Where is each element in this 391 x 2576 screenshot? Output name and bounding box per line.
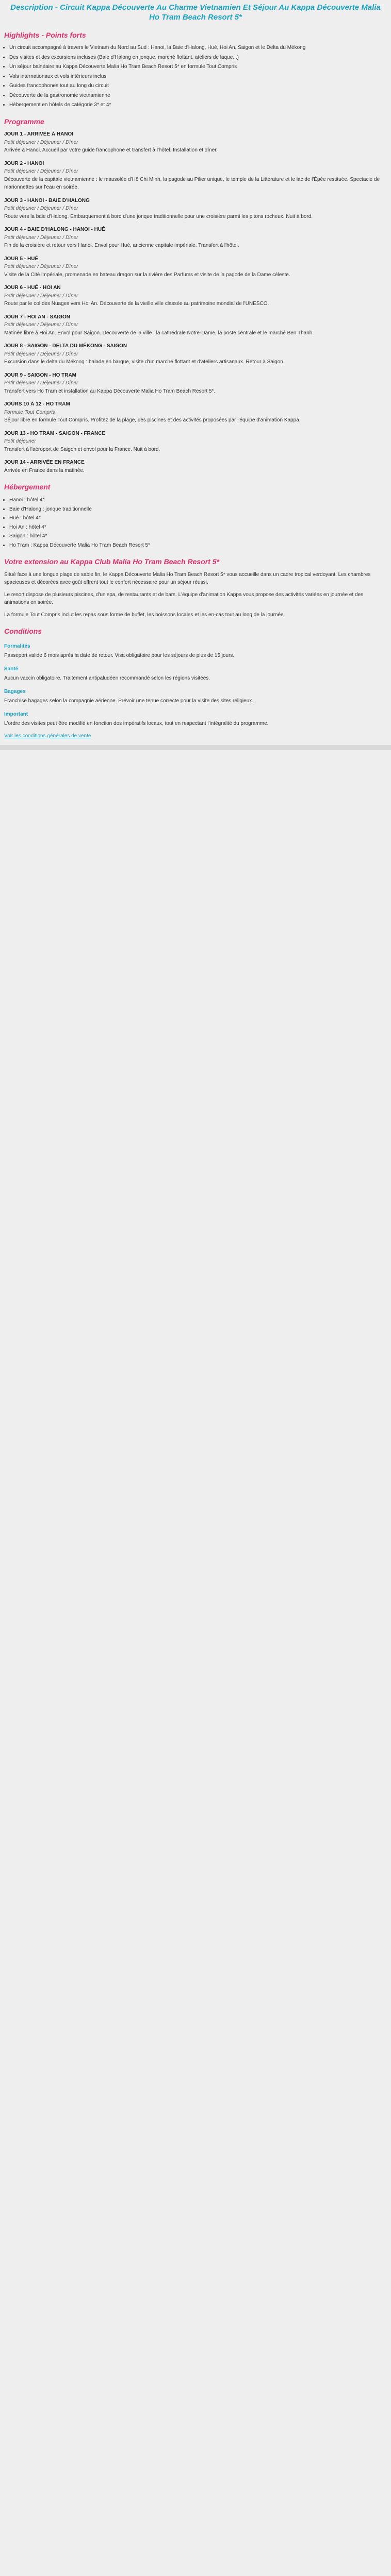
day-title: JOUR 7 - HOI AN - SAIGON (4, 314, 70, 320)
day-meals: Petit déjeuner / Déjeuner / Dîner (4, 168, 78, 175)
day-title: JOUR 2 - HANOI (4, 160, 44, 166)
hotel-item: • Saigon : hôtel 4* (9, 532, 391, 540)
day-meals: Petit déjeuner / Déjeuner / Dîner (4, 206, 78, 212)
programme-day (4, 255, 391, 279)
day-description: Visite de la Cité impériale, promenade en bateau dragon sur la rivière des Parfums et visite de la pagode de la Dame céleste. (4, 272, 290, 278)
day-description: Matinée libre à Hoi An. Envol pour Saigon. Découverte de la ville : la cathédrale Notre-Dame, la poste centrale et le marché Ben Thanh. (4, 330, 314, 336)
condition-title: Formalités (4, 643, 30, 649)
day-title: JOURS 10 À 12 - HO TRAM (4, 401, 70, 408)
highlight-item: • Découverte de la gastronomie vietnamienne (9, 92, 391, 100)
programme-day (4, 342, 391, 366)
cgv-link[interactable]: Voir les conditions générales de vente (4, 733, 91, 739)
day-meals: Petit déjeuner / Déjeuner / Dîner (4, 139, 78, 145)
day-title: JOUR 6 - HUÉ - HOI AN (4, 285, 61, 291)
highlight-item: • Vols internationaux et vols intérieurs inclus (9, 73, 391, 81)
hotels-heading: Hébergement (4, 483, 51, 492)
resort-paragraph: Le resort dispose de plusieurs piscines, d'un spa, de restaurants et de bars. L'équipe d'animation Kappa vous propose des activités variées en journée et des animations en soirée. (4, 591, 364, 606)
programme-day (4, 197, 391, 221)
programme-day (4, 313, 391, 337)
highlight-item: • Un séjour balnéaire au Kappa Découverte Malia Ho Tram Beach Resort 5* en formule Tout Compris (9, 63, 391, 71)
condition-text: Passeport valide 6 mois après la date de retour. Visa obligatoire pour les séjours de plus de 15 jours. (4, 653, 235, 659)
resort-heading: Votre extension au Kappa Club Malia Ho Tram Beach Resort 5* (4, 557, 219, 566)
day-title: JOUR 8 - SAIGON - DELTA DU MÉKONG - SAIGON (4, 343, 127, 349)
day-title: JOUR 14 - ARRIVÉE EN FRANCE (4, 460, 85, 466)
condition-text: L'ordre des visites peut être modifié en fonction des impératifs locaux, tout en respectant l'intégralité du programme. (4, 721, 269, 727)
programme-day (4, 459, 391, 474)
day-description: Découverte de la capitale vietnamienne : le mausolée d'Hô Chi Minh, la pagode au Pilier unique, le temple de la Littérature et le lac de l'Épée restituée. Spectacle de marionnettes sur l'eau en soirée. (4, 176, 380, 191)
day-meals: Petit déjeuner / Déjeuner / Dîner (4, 293, 78, 299)
condition-text: Franchise bagages selon la compagnie aérienne. Prévoir une tenue correcte pour la visite des sites religieux. (4, 698, 254, 704)
day-meals: Petit déjeuner (4, 438, 36, 445)
programme-day (4, 160, 391, 192)
hotel-item: • Hoi An : hôtel 4* (9, 523, 391, 532)
day-description: Route vers la baie d'Halong. Embarquement à bord d'une jonque traditionnelle pour une croisière parmi les pitons rocheux. Nuit à bord. (4, 213, 313, 219)
day-description: Excursion dans le delta du Mékong : balade en barque, visite d'un marché flottant et d'ateliers artisanaux. Retour à Saigon. (4, 359, 285, 365)
highlights-list (9, 44, 391, 109)
highlight-item: • Un circuit accompagné à travers le Vietnam du Nord au Sud : Hanoi, la Baie d'Halong, Hué, Hoi An, Saigon et le Delta du Mékong (9, 44, 391, 52)
resort-paragraph: La formule Tout Compris inclut les repas sous forme de buffet, les boissons locales et les en-cas tout au long de la journée. (4, 612, 285, 618)
condition-title: Bagages (4, 688, 26, 694)
day-title: JOUR 13 - HO TRAM - SAIGON - FRANCE (4, 430, 106, 436)
day-description: Arrivée en France dans la matinée. (4, 467, 85, 473)
highlight-item: • Hébergement en hôtels de catégorie 3* et 4* (9, 101, 391, 109)
hotel-item: • Hanoi : hôtel 4* (9, 496, 391, 504)
day-title: JOUR 5 - HUÉ (4, 256, 39, 262)
day-meals: Petit déjeuner / Déjeuner / Dîner (4, 380, 78, 386)
programme-day (4, 130, 391, 155)
hotels-list (9, 496, 391, 549)
highlight-item: • Guides francophones tout au long du circuit (9, 82, 391, 90)
day-title: JOUR 4 - BAIE D'HALONG - HANOI - HUÉ (4, 227, 105, 233)
conditions-list (0, 642, 391, 728)
page-title: Description - Circuit Kappa Découverte Au Charme Vietnamien Et Séjour Au Kappa Découverte Malia Ho Tram Beach Resort 5* (10, 3, 381, 22)
programme-day (4, 371, 391, 396)
day-title: JOUR 1 - ARRIVÉE À HANOI (4, 131, 74, 138)
hotel-item: • Hué : hôtel 4* (9, 514, 391, 522)
day-meals: Petit déjeuner / Déjeuner / Dîner (4, 351, 78, 357)
programme-day (4, 226, 391, 250)
condition-title: Important (4, 711, 28, 717)
programme-day (4, 284, 391, 308)
programme-list (0, 130, 391, 474)
day-description: Route par le col des Nuages vers Hoi An. Découverte de la vieille ville classée au patrimoine mondial de l'UNESCO. (4, 301, 269, 307)
programme-heading: Programme (4, 117, 44, 126)
programme-day (4, 400, 391, 425)
condition-title: Santé (4, 666, 19, 672)
resort-paragraph: Situé face à une longue plage de sable fin, le Kappa Découverte Malia Ho Tram Beach Resort 5* vous accueille dans un cadre tropical verdoyant. Les chambres spacieuses et décorées avec goût offrent tout le confort nécessaire pour un séjour réussi. (4, 571, 371, 586)
conditions-heading: Conditions (4, 627, 42, 636)
highlights-heading: Highlights - Points forts (4, 30, 86, 39)
page (0, 0, 391, 766)
day-description: Arrivée à Hanoi. Accueil par votre guide francophone et transfert à l'hôtel. Installation et dîner. (4, 147, 218, 154)
programme-day (4, 430, 391, 454)
hotel-item: • Baie d'Halong : jonque traditionnelle (9, 505, 391, 514)
resort-paras (0, 571, 391, 619)
hotel-item: • Ho Tram : Kappa Découverte Malia Ho Tram Beach Resort 5* (9, 541, 391, 550)
day-meals: Petit déjeuner / Déjeuner / Dîner (4, 264, 78, 270)
day-description: Séjour libre en formule Tout Compris. Profitez de la plage, des piscines et des activités proposées par l'équipe d'animation Kappa. (4, 417, 301, 423)
day-meals: Petit déjeuner / Déjeuner / Dîner (4, 322, 78, 328)
highlight-item: • Des visites et des excursions incluses (Baie d'Halong en jonque, marché flottant, ateliers de laque...) (9, 54, 391, 62)
day-title: JOUR 3 - HANOI - BAIE D'HALONG (4, 197, 90, 204)
day-meals: Formule Tout Compris (4, 409, 55, 415)
day-meals: Petit déjeuner / Déjeuner / Dîner (4, 234, 78, 241)
day-description: Transfert vers Ho Tram et installation au Kappa Découverte Malia Ho Tram Beach Resort 5*. (4, 388, 216, 394)
day-title: JOUR 9 - SAIGON - HO TRAM (4, 372, 77, 378)
condition-text: Aucun vaccin obligatoire. Traitement antipaludéen recommandé selon les régions visitées. (4, 675, 210, 682)
day-description: Fin de la croisière et retour vers Hanoi. Envol pour Hué, ancienne capitale impériale. Transfert à l'hôtel. (4, 243, 239, 249)
day-description: Transfert à l'aéroport de Saigon et envol pour la France. Nuit à bord. (4, 446, 160, 452)
footer-divider (0, 745, 391, 750)
